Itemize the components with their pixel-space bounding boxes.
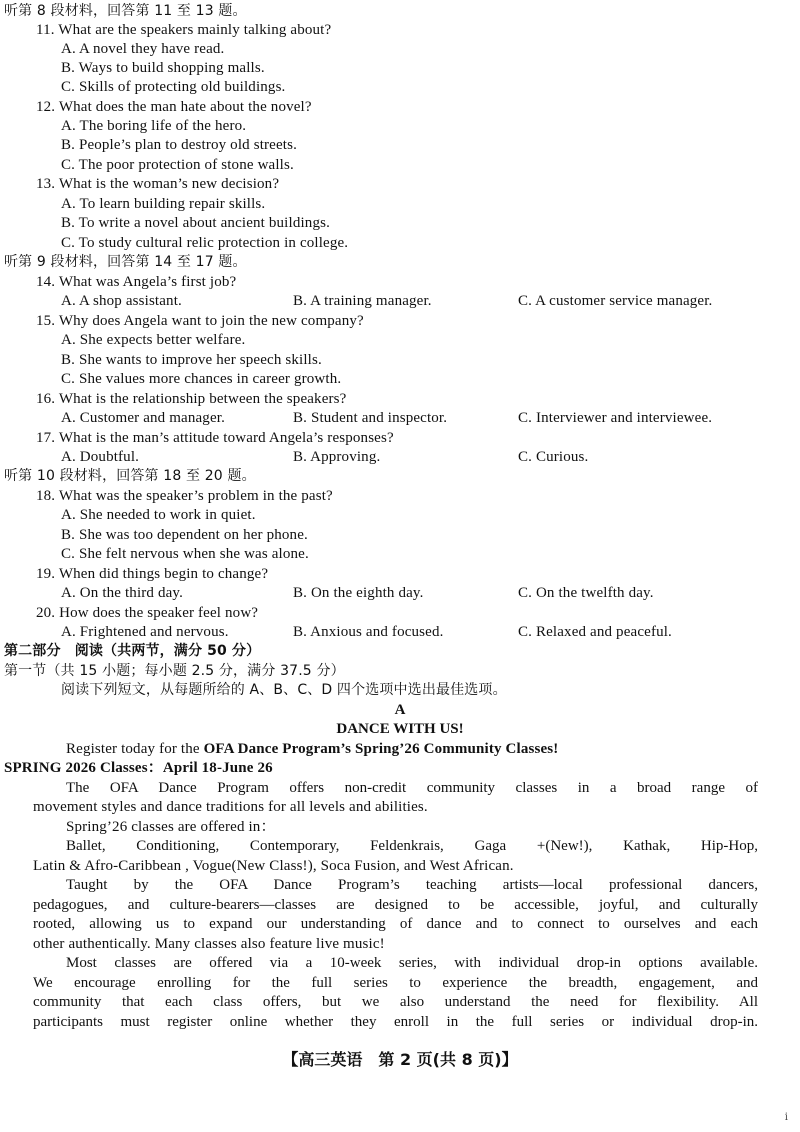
paragraph-4-line-4: other authentically. Many classes also feature live music!	[33, 936, 385, 952]
passage-intro-prefix: Register today for the	[66, 741, 204, 757]
question-19-option-c: C. On the twelfth day.	[518, 585, 654, 601]
question-12-stem: 12. What does the man hate about the novel?	[36, 99, 312, 115]
question-12-option-b: B. People’s plan to destroy old streets.	[61, 137, 297, 153]
question-19-option-b: B. On the eighth day.	[293, 585, 424, 601]
paragraph-5-line-1: Most classes are offered via a 10-week series, with individual drop-in options available.	[66, 955, 758, 971]
paragraph-2: Spring’26 classes are offered in：	[66, 819, 276, 835]
question-15-stem: 15. Why does Angela want to join the new company?	[36, 313, 364, 329]
paragraph-4-line-1: Taught by the OFA Dance Program’s teaching artists—local professional dancers,	[66, 877, 758, 893]
paragraph-4-line-2: pedagogues, and culture-bearers—classes are designed to be accessible, joyful, and culturally	[33, 897, 758, 913]
paragraph-5-line-4: participants must register online whether they enroll in the full series or individual drop-in.	[33, 1014, 758, 1030]
question-18-option-a: A. She needed to work in quiet.	[61, 507, 256, 523]
question-20-option-a: A. Frightened and nervous.	[61, 624, 229, 640]
question-17-option-c: C. Curious.	[518, 449, 589, 465]
question-18-stem: 18. What was the speaker’s problem in the past?	[36, 488, 333, 504]
question-20-option-c: C. Relaxed and peaceful.	[518, 624, 672, 640]
question-17-option-a: A. Doubtful.	[61, 449, 140, 465]
question-16-option-a: A. Customer and manager.	[61, 410, 225, 426]
question-16-stem: 16. What is the relationship between the speakers?	[36, 391, 347, 407]
part-2-title: 第二部分 阅读（共两节，满分 50 分）	[4, 643, 261, 659]
question-11-option-a: A. A novel they have read.	[61, 41, 225, 57]
section-8-header: 听第 8 段材料，回答第 11 至 13 题。	[4, 3, 247, 19]
question-19-option-a: A. On the third day.	[61, 585, 184, 601]
section-10-header: 听第 10 段材料，回答第 18 至 20 题。	[4, 468, 256, 484]
question-14-option-c: C. A customer service manager.	[518, 293, 713, 309]
question-13-stem: 13. What is the woman’s new decision?	[36, 176, 280, 192]
paragraph-5-line-2: We encourage enrolling for the full series to experience the breadth, engagement, and	[33, 975, 758, 991]
question-17-option-b: B. Approving.	[293, 449, 381, 465]
paragraph-5-line-3: community that each class offers, but we also understand the need for flexibility. All	[33, 994, 758, 1010]
class-dates: SPRING 2026 Classes：April 18-June 26	[4, 760, 273, 776]
question-13-option-c: C. To study cultural relic protection in college.	[61, 235, 349, 251]
question-11-option-b: B. Ways to build shopping malls.	[61, 60, 265, 76]
passage-letter: A	[394, 702, 406, 718]
corner-mark: ⅰ	[784, 1112, 788, 1123]
paragraph-1-line-2: movement styles and dance traditions for all levels and abilities.	[33, 799, 428, 815]
question-20-option-b: B. Anxious and focused.	[293, 624, 444, 640]
paragraph-3-line-2: Latin & Afro-Caribbean , Vogue(New Class!), Soca Fusion, and West African.	[33, 858, 514, 874]
question-14-option-b: B. A training manager.	[293, 293, 432, 309]
question-14-stem: 14. What was Angela’s first job?	[36, 274, 237, 290]
reading-instruction: 阅读下列短文，从每题所给的 A、B、C、D 四个选项中选出最佳选项。	[61, 682, 507, 698]
question-18-option-c: C. She felt nervous when she was alone.	[61, 546, 309, 562]
question-11-option-c: C. Skills of protecting old buildings.	[61, 79, 286, 95]
question-12-option-c: C. The poor protection of stone walls.	[61, 157, 294, 173]
paragraph-1-line-1: The OFA Dance Program offers non-credit community classes in a broad range of	[66, 780, 758, 796]
question-15-option-c: C. She values more chances in career growth.	[61, 371, 342, 387]
question-18-option-b: B. She was too dependent on her phone.	[61, 527, 308, 543]
question-13-option-a: A. To learn building repair skills.	[61, 196, 266, 212]
part-2-section-1: 第一节（共 15 小题；每小题 2.5 分，满分 37.5 分）	[4, 663, 345, 679]
question-16-option-c: C. Interviewer and interviewee.	[518, 410, 713, 426]
passage-intro-highlight: OFA Dance Program’s Spring’26 Community Classes!	[203, 741, 559, 757]
passage-intro	[66, 740, 558, 758]
question-13-option-b: B. To write a novel about ancient buildings.	[61, 215, 330, 231]
paragraph-4-line-3: rooted, allowing us to expand our understanding of dance and to connect to ourselves and each	[33, 916, 758, 932]
question-20-stem: 20. How does the speaker feel now?	[36, 605, 259, 621]
paragraph-3-line-1: Ballet, Conditioning, Contemporary, Feldenkrais, Gaga +(New!), Kathak, Hip-Hop,	[66, 838, 758, 854]
question-17-stem: 17. What is the man’s attitude toward Angela’s responses?	[36, 430, 394, 446]
question-12-option-a: A. The boring life of the hero.	[61, 118, 247, 134]
section-9-header: 听第 9 段材料，回答第 14 至 17 题。	[4, 254, 247, 270]
question-15-option-a: A. She expects better welfare.	[61, 332, 246, 348]
page-footer: 【高三英语 第 2 页(共 8 页)】	[282, 1050, 518, 1069]
question-15-option-b: B. She wants to improve her speech skills.	[61, 352, 322, 368]
question-14-option-a: A. A shop assistant.	[61, 293, 182, 309]
question-19-stem: 19. When did things begin to change?	[36, 566, 269, 582]
question-11-stem: 11. What are the speakers mainly talking about?	[36, 22, 332, 38]
question-16-option-b: B. Student and inspector.	[293, 410, 448, 426]
passage-title: DANCE WITH US!	[336, 721, 464, 737]
